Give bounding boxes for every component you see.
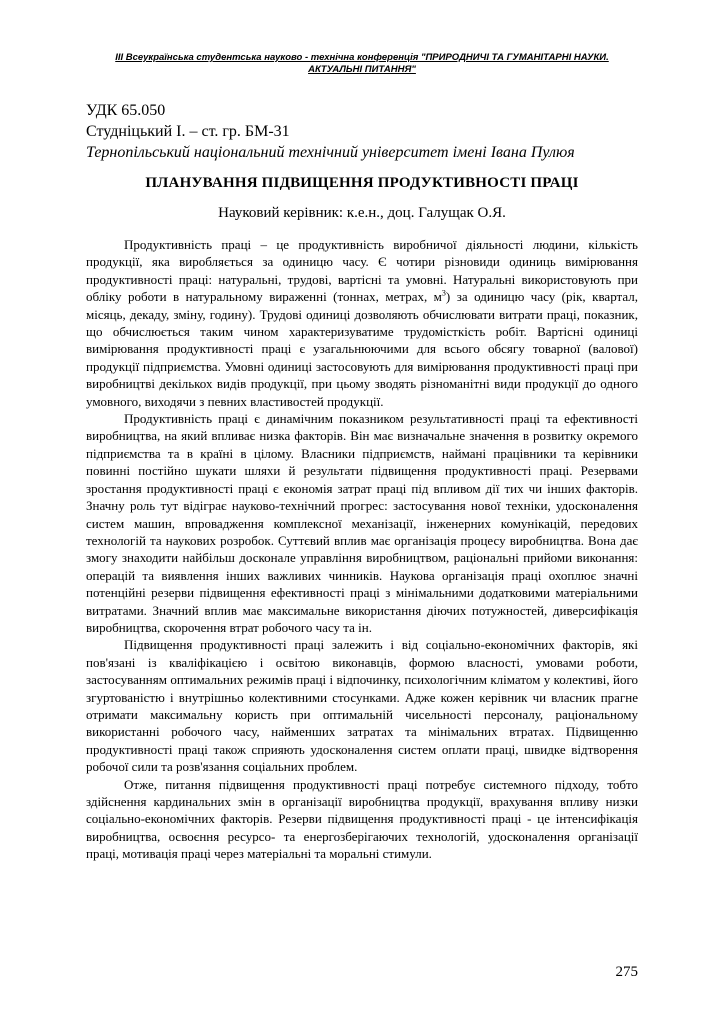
paragraph-4: Отже, питання підвищення продуктивності праці потребує системного підходу, тобто здійснення кардинальних змін в організації виробництва продукції, врахування впливу низки соціально-економічних факторів. Резерви підвищення продуктивності праці - це інтенсифікація виробництва, освоєння ресурсо- та енергозберігаючих технологій, удосконалення організації праці, мотивація праці через матеріальні та моральні стимули. xyxy=(86,776,638,862)
paragraph-2: Продуктивність праці є динамічним показником результативності праці та ефективності виробництва, на який впливає низка факторів. Він має визначальне значення в розвитку окремого підприємства та в країні в цілому. Власники підприємств, наймані працівники та керівники повинні постійно шукати шляхи й результати підвищення продуктивності праці. Резервами зростання продуктивності праці є економія затрат праці під впливом дії тих чи інших факторів. Значну роль тут відіграє науково-технічний прогрес: застосування нової техніки, удосконалення систем машин, впровадження комплексної механізації, інженерних комунікацій, передових технологій та наукових розробок. Суттєвий вплив має організація процесу виробництва. Вона дає змогу знаходити найбільш досконале управління виробництвом, раціональні прийоми виконання: операцій та виявлення інших важливих чинників. Наукова організація праці охоплює значні потенційні резерви підвищення ефективності праці з мінімальними додатковими матеріальними витратами. Значний вплив має максимальне використання діючих потужностей, диверсифікація виробництва, скорочення втрат робочого часу та ін. xyxy=(86,411,638,635)
author-line: Студніцький І. – ст. гр. БМ-31 xyxy=(86,123,290,140)
conference-header xyxy=(80,52,644,76)
paragraph-1-part-b: ) за одиницю часу (рік, квартал, місяць, декаду, зміну, годину). Трудові одиниці дозволяють обчислювати витрати праці, показник, що обчислюється таким чином характеризуватиме трудомісткість робіт. Вартісні одиниці вимірювання продуктивності праці є узагальнюючими для всього обсягу товарної (валової) продукції підприємства. Умовні одиниці застосовують для вимірювання продуктивності праці при виробництві декількох видів продукції, при цьому зводять різноманітні види продукції до одного умовного, виходячи з певних властивостей продукції. xyxy=(86,289,638,409)
superscript-3: 3 xyxy=(441,288,446,298)
affiliation: Тернопільський національний технічний університет імені Івана Пулюя xyxy=(86,144,575,161)
page-number: 275 xyxy=(615,964,638,980)
article-meta xyxy=(86,100,575,163)
paragraph-3: Підвищення продуктивності праці залежить і від соціально-економічних факторів, які пов'язані із кваліфікацією і освітою виконавців, формою власності, умовами роботи, застосуванням оптимальних режимів праці і відпочинку, психологічним кліматом у колективі, його згуртованістю і внутрішньо колективними стосунками. Адже кожен керівник чи власник прагне отримати максимальну користь при оптимальній чисельності персоналу, раціональному використанні робочого часу, найменших затратах та мінімальних втратах. Підвищенню продуктивності праці також сприяють удосконалення систем оплати праці, швидке відтворення робочої сили та розв'язання соціальних проблем. xyxy=(86,637,638,775)
article-title: ПЛАНУВАННЯ ПІДВИЩЕННЯ ПРОДУКТИВНОСТІ ПРАЦІ xyxy=(145,175,579,191)
udc-code: УДК 65.050 xyxy=(86,102,166,119)
conference-header-line-1: III Всеукраїнська студентська науково - технічна конференція "ПРИРОДНИЧІ ТА ГУМАНІТАРНІ НАУКИ. xyxy=(115,52,609,63)
conference-header-line-2: АКТУАЛЬНІ ПИТАННЯ" xyxy=(308,64,416,75)
supervisor-line: Науковий керівник: к.е.н., доц. Галущак О.Я. xyxy=(218,205,506,221)
paragraph-1-part-a: Продуктивність праці – це продуктивність виробничої діяльності людини, кількість продукції, яка виробляється за одиницю часу. Є чотири різновиди одиниць вимірювання продуктивності праці: натуральні, трудові, вартісні та умовні. Натуральні використовують при обліку роботи в натуральному вираженні (тоннах, метрах, м xyxy=(86,237,638,305)
article-body xyxy=(86,236,638,863)
paragraph-1 xyxy=(86,236,638,410)
